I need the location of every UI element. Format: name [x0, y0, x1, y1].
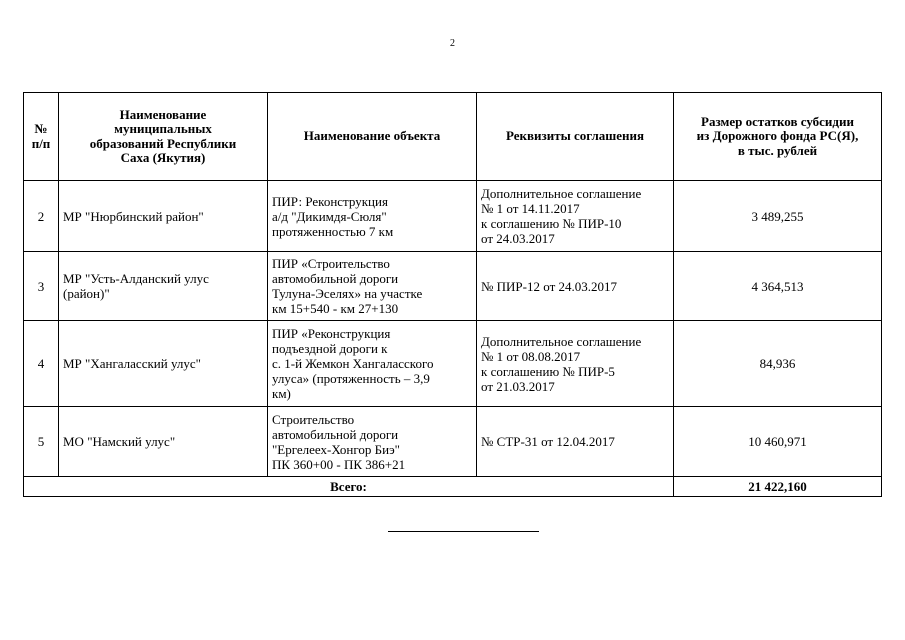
total-label: Всего: — [24, 477, 674, 497]
amount-cell: 4 364,513 — [674, 252, 882, 321]
table-row — [24, 252, 882, 321]
agreement-cell: № ПИР-12 от 24.03.2017 — [477, 252, 674, 321]
agreement-cell: Дополнительное соглашение № 1 от 14.11.2017 к соглашению № ПИР-10 от 24.03.2017 — [477, 181, 674, 252]
municipality-cell: МР "Хангаласский улус" — [59, 321, 268, 407]
header-agreement: Реквизиты соглашения — [477, 93, 674, 181]
page-number: 2 — [450, 38, 455, 49]
object-cell: ПИР «Реконструкция подъездной дороги к с. 1-й Жемкон Хангаласского улуса» (протяженность – 3,9 км) — [268, 321, 477, 407]
object-cell: ПИР «Строительство автомобильной дороги Тулуна-Эселях» на участке км 15+540 - км 27+130 — [268, 252, 477, 321]
row-number: 2 — [24, 181, 59, 252]
municipality-cell: МО "Намский улус" — [59, 407, 268, 477]
header-amount: Размер остатков субсидии из Дорожного фонда РС(Я), в тыс. рублей — [674, 93, 882, 181]
agreement-cell: № СТР-31 от 12.04.2017 — [477, 407, 674, 477]
table-row — [24, 407, 882, 477]
row-number: 3 — [24, 252, 59, 321]
total-row — [24, 477, 882, 497]
table-row — [24, 321, 882, 407]
row-number: 4 — [24, 321, 59, 407]
municipality-cell: МР "Усть-Алданский улус (район)" — [59, 252, 268, 321]
row-number: 5 — [24, 407, 59, 477]
header-object: Наименование объекта — [268, 93, 477, 181]
amount-cell: 3 489,255 — [674, 181, 882, 252]
subsidy-table — [23, 92, 882, 497]
amount-cell: 84,936 — [674, 321, 882, 407]
table-header-row — [24, 93, 882, 181]
agreement-cell: Дополнительное соглашение № 1 от 08.08.2017 к соглашению № ПИР-5 от 21.03.2017 — [477, 321, 674, 407]
header-municipality: Наименование муниципальных образований Республики Саха (Якутия) — [59, 93, 268, 181]
table-row — [24, 181, 882, 252]
object-cell: Строительство автомобильной дороги "Ергелеех-Хонгор Биэ" ПК 360+00 - ПК 386+21 — [268, 407, 477, 477]
municipality-cell: МР "Нюрбинский район" — [59, 181, 268, 252]
object-cell: ПИР: Реконструкция а/д "Дикимдя-Сюля" протяженностью 7 км — [268, 181, 477, 252]
amount-cell: 10 460,971 — [674, 407, 882, 477]
total-value: 21 422,160 — [674, 477, 882, 497]
footer-divider — [388, 531, 539, 532]
header-number: № п/п — [24, 93, 59, 181]
